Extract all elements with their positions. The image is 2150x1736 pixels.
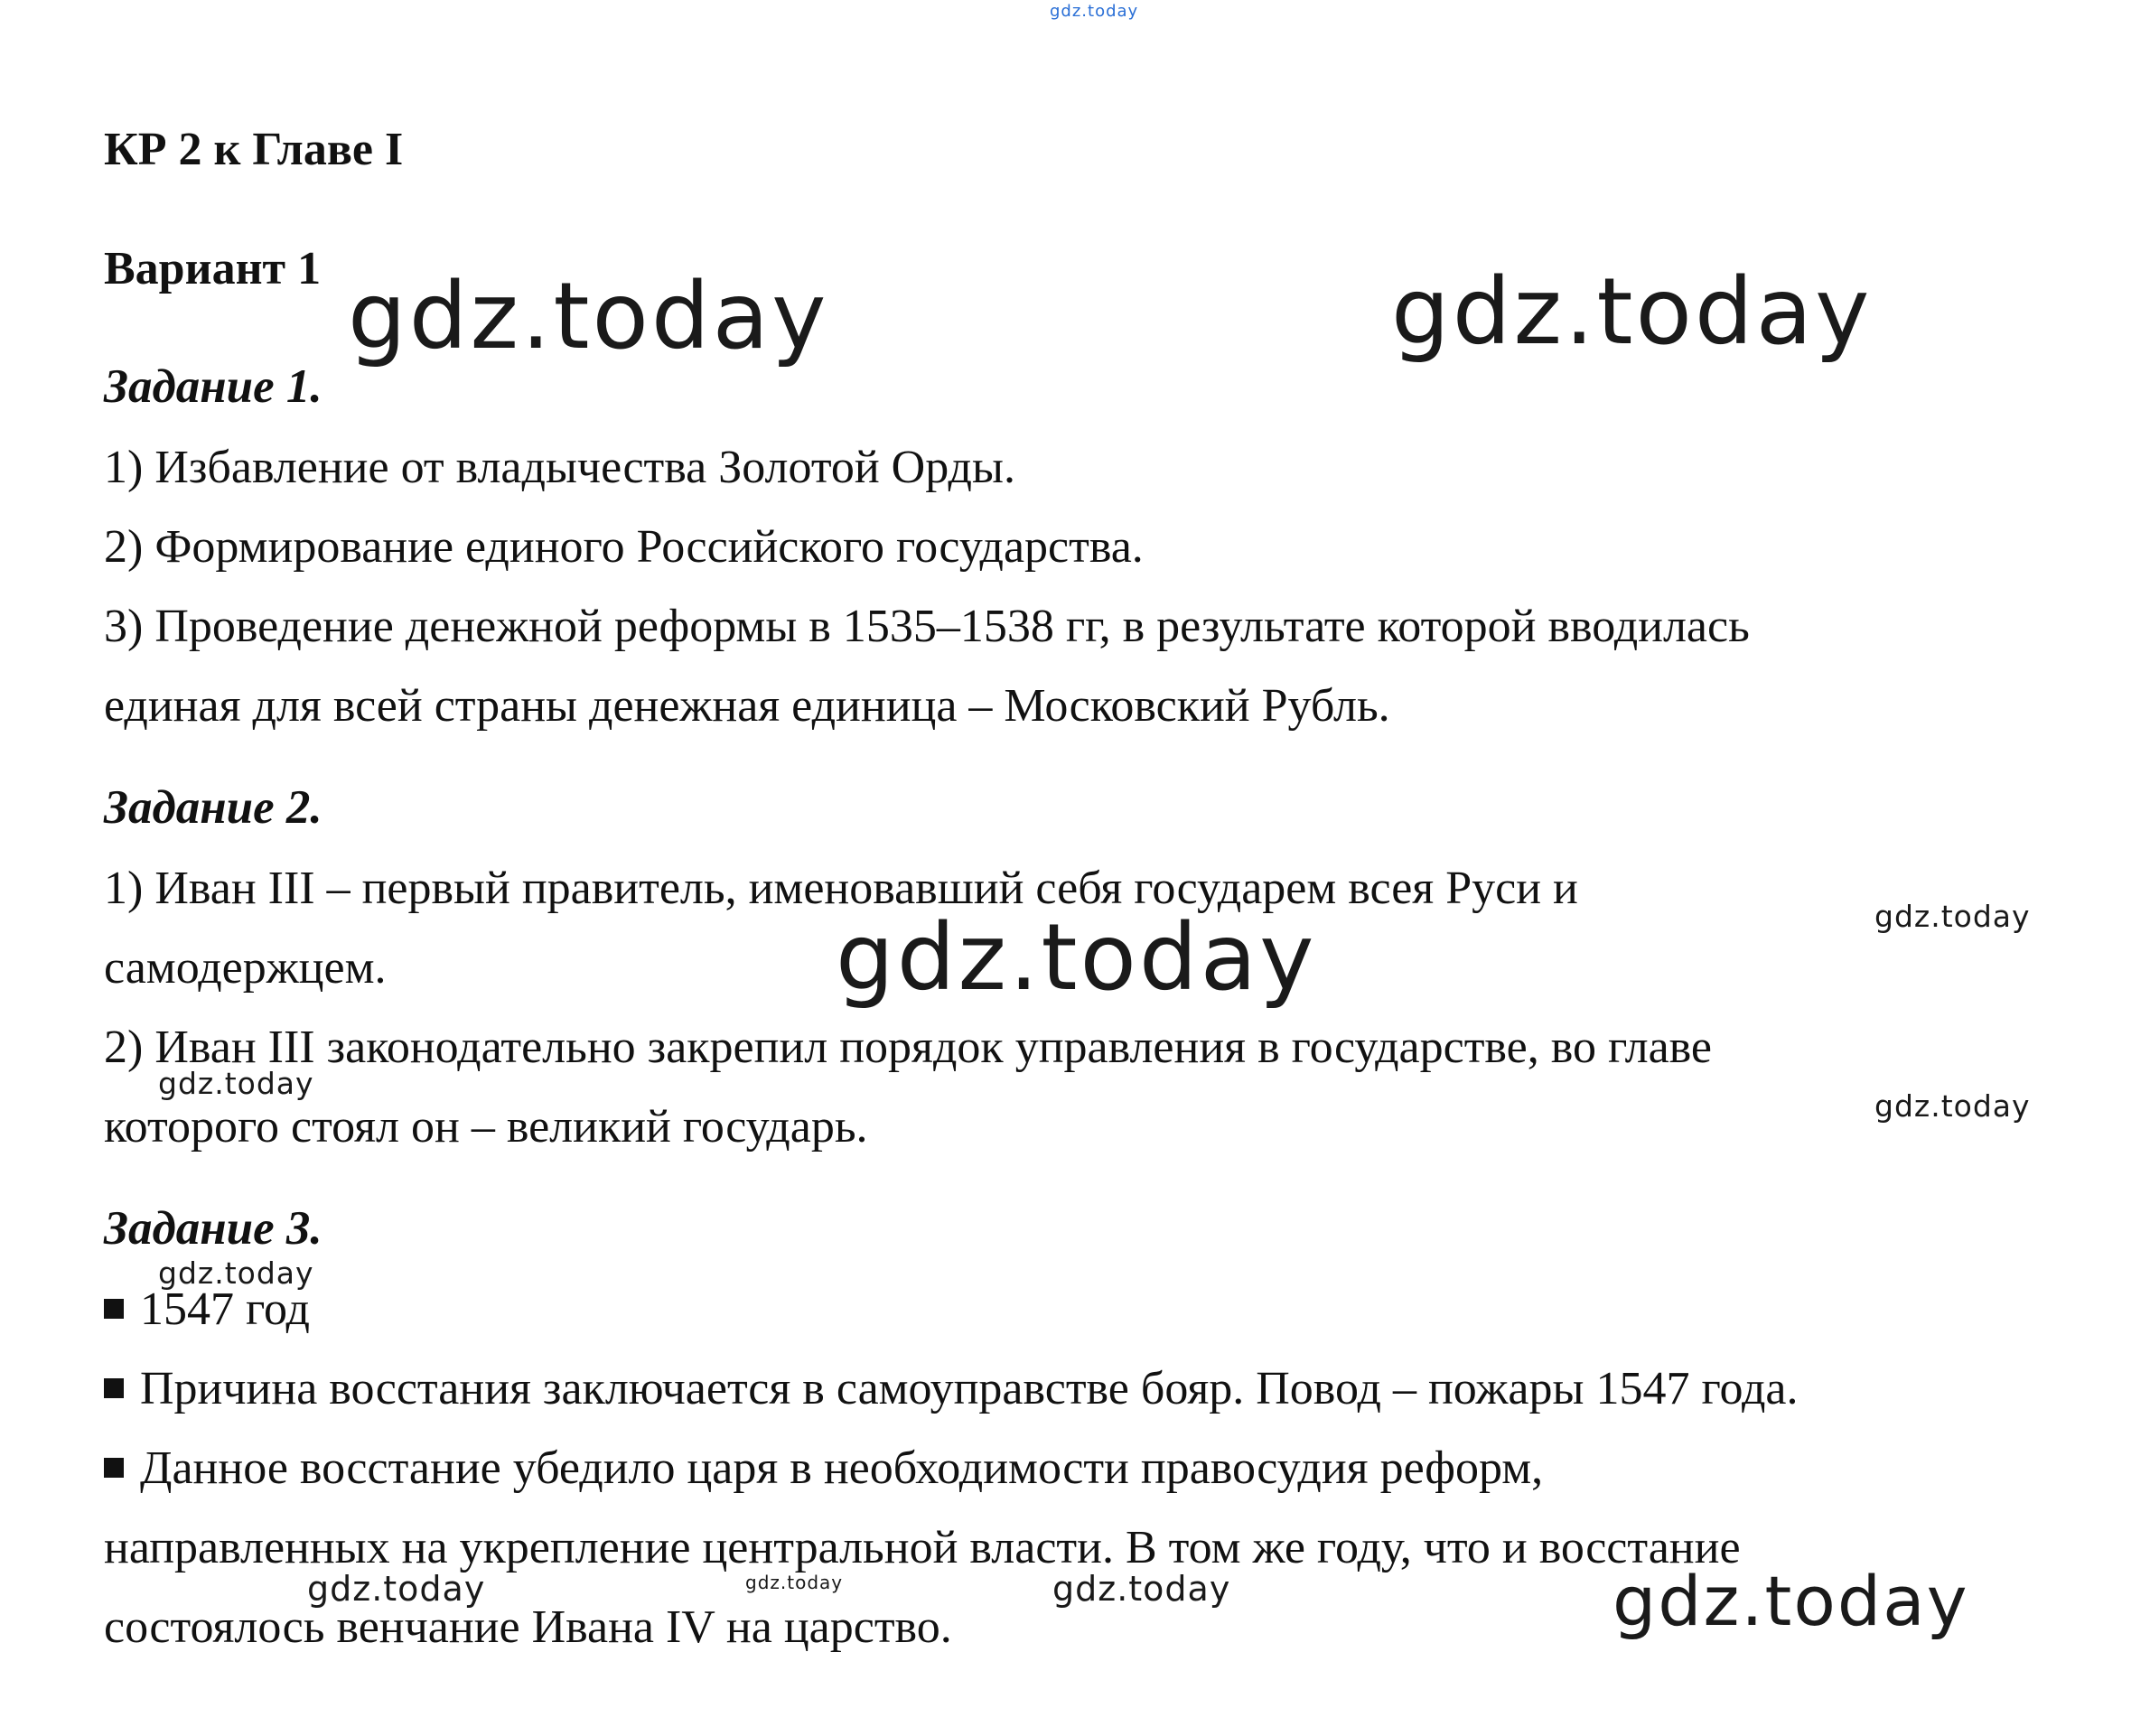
task3-bullet-item: Данное восстание убедило царя в необходимости правосудия реформ, — [104, 1445, 1543, 1492]
task2-line: 1) Иван III – первый правитель, именовавший себя государем всея Руси и — [104, 863, 1578, 914]
task3-line: состоялось венчание Ивана IV на царство. — [104, 1601, 952, 1653]
task3-line: направленных на укрепление центральной власти. В том же году, что и восстание — [104, 1522, 1741, 1573]
watermark: gdz.today — [348, 263, 829, 370]
watermark: gdz.today — [1612, 1561, 1969, 1641]
watermark: gdz.today — [1874, 899, 2031, 934]
task2-heading: Задание 2. — [104, 781, 322, 834]
watermark: gdz.today — [158, 1255, 314, 1291]
task2-line: 2) Иван III законодательно закрепил порядок управления в государстве, во главе — [104, 1022, 1712, 1073]
watermark: gdz.today — [1391, 258, 1873, 366]
watermark: gdz.today — [1874, 1088, 2031, 1124]
task1-line: 3) Проведение денежной реформы в 1535–1538 гг, в результате которой вводилась — [104, 601, 1750, 652]
task3-bullet-item: Причина восстания заключается в самоуправстве бояр. Повод – пожары 1547 года. — [104, 1366, 1799, 1413]
watermark: gdz.today — [158, 1066, 314, 1101]
task2-line: которого стоял он – великий государь. — [104, 1101, 868, 1153]
task3-bullet-item: 1547 год — [104, 1286, 310, 1333]
task1-heading: Задание 1. — [104, 360, 322, 413]
task3-heading: Задание 3. — [104, 1202, 322, 1255]
task1-line: 2) Формирование единого Российского государства. — [104, 521, 1144, 573]
watermark: gdz.today — [745, 1572, 844, 1593]
bullet-square-icon — [104, 1299, 124, 1319]
bullet-square-icon — [104, 1458, 124, 1478]
variant-heading: Вариант 1 — [104, 243, 322, 294]
task1-line: 1) Избавление от владычества Золотой Орды. — [104, 442, 1015, 493]
document-title: КР 2 к Главе I — [104, 124, 404, 175]
watermark-top: gdz.today — [1050, 2, 1139, 21]
watermark: gdz.today — [307, 1569, 486, 1609]
watermark: gdz.today — [836, 904, 1317, 1012]
task1-line: единая для всей страны денежная единица – Московский Рубль. — [104, 680, 1390, 732]
task2-line: самодержцем. — [104, 942, 387, 994]
watermark: gdz.today — [1052, 1569, 1231, 1609]
bullet-square-icon — [104, 1378, 124, 1398]
